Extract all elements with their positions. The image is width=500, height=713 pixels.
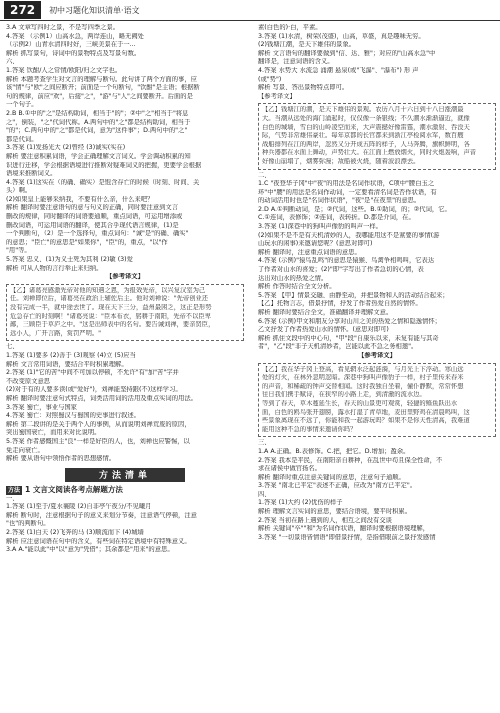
method-title-row — [6, 485, 244, 495]
section-heading: 六、 — [6, 58, 19, 66]
text-line: 解析 抓写景句，诗词中的景物特点及写景句数。 — [6, 49, 141, 57]
text-line: 解析 断句时，注意根据句子的意义来划分节奏，注意语气停顿，注意 — [6, 511, 197, 519]
text-line: 【乙】诸葛亮感激先帝对他的知遇之恩，为报效先帝，以兴复汉室为己 — [10, 286, 206, 294]
reference-translation-box — [258, 363, 496, 438]
text-line: （示例2）山青水清四时好，三峡美景在于一... — [6, 41, 136, 49]
text-line: 翻译是，注意词语的含义。 — [258, 58, 334, 66]
text-line: 解析 本题考查学生对文言的理解与断句。此句讲了两个方面的事，应 — [6, 75, 197, 83]
text-line: 没有完成一半，就中途去世了。现在天下三分，益州最困乏，这正是形势 — [10, 304, 212, 311]
text-line: 些景象离现在不远了，你能和我一起游玩吗？如果不是你天性清高，我难道 — [262, 417, 470, 425]
text-line: 4.答案 蜀亡：对照蜀汉与蜀国的史事进行叙述。 — [6, 412, 140, 420]
text-line: 2.答案 我本是平民，在南阳亲自耕种，在乱世中苟且保全性命，不 — [258, 456, 443, 464]
text-line: 3.答案 (1)水清，树荣(茂盛)，山高，草盛，真是趣味无穷。 — [258, 32, 425, 40]
text-line: 4.答案 （示例1）山高水急，两岸连山，略无阙处 — [6, 32, 144, 40]
book-title: 初中习题化知识清单·语文 — [49, 5, 140, 15]
text-line: 的声音，和稀疏的钟声交替相闻。这时我独自坐着，僮仆静默，常常怀想 — [262, 382, 464, 390]
text-line: 6.答案 (示例)甲文和朋友分享对山川之美的热爱之情和隐逸情怀； — [258, 317, 441, 325]
text-line: 【参考译文】 — [258, 92, 296, 100]
section-heading: 二、 — [258, 171, 271, 179]
section-heading: 三、 — [258, 439, 271, 447]
text-line: 白色的城墙，雪白的山岭凌空而来，大声震撼好像雷霆，潮水激射、吞没天 — [262, 123, 470, 131]
text-line: 4.答案 (示例)"猿鸟乱鸣"的意思是猿猴、鸟禽争相鸣叫，它表达 — [258, 257, 435, 265]
text-line: (2)如果皇上能够采纳我，不要有什么亲，什么来吧？ — [6, 195, 154, 203]
text-line: 环"中"腰"的用法是名词作动词，一定要看清名词是否作状语，有 — [258, 188, 437, 196]
text-line: 种兵器都在水面上舞动，声势壮大。在江面上燃放烟火，同时火炮轰响，声音 — [262, 149, 477, 157]
text-line: 3.A A."能以此"中"以"意为"凭借"；其余都是"用来"的意思。 — [6, 546, 174, 554]
text-line: 等到了春天，草木蔓延生长，春天的山景更可观赏，轻捷的鲦鱼跃出水 — [262, 399, 458, 407]
text-line: 解析 翻译时，注意重点词语的意思。 — [258, 248, 361, 256]
left-block-1 — [6, 24, 244, 58]
text-line: 能用这种不急的事情来邀请你吗？ — [262, 425, 357, 433]
text-line: (2)如果不是不是有天机清妙的人，我哪能用这不是紧要的事情(游 — [258, 231, 440, 239]
right-block-4 — [258, 499, 496, 542]
text-line: 1.答案 饮酣/人之常情/欧阳/归之文字也。 — [6, 66, 122, 74]
text-line: 际，气势非常雄伟豪壮。每年京都的长官都来到浙江亭检阅水军，数百艘 — [262, 132, 464, 140]
text-line: 3.A 文章写四时之景，不是写四季之景。 — [6, 24, 120, 31]
text-line: 往日我们携手赋诗，在狭窄的小路上走，到清澈的流水边。 — [262, 391, 426, 399]
text-line: "也"的判断句。 — [6, 520, 50, 528]
method-tag: 方法 — [8, 486, 21, 494]
text-line: 解析 应注意词语在句中的含义，有些词在特定语境中有特殊意义。 — [6, 537, 191, 545]
text-line: 突出蜀国衰亡，而用来对比说明。 — [6, 429, 101, 437]
text-line: 之"，倒装，"之"代词代称。A.两句中的"之"都是结构助词，相当于 — [6, 118, 191, 126]
text-line: 头）啊。 — [6, 187, 32, 195]
text-line: 删改的规律，同时翻译的词语要通顺，重点词语，可运用增添或 — [6, 213, 183, 221]
text-line: (或"势") — [258, 75, 282, 83]
text-line: 面，白色的鸥鸟张开翅膀，露水打湿了青草地，麦田里野鸡在清晨鸣叫，这 — [262, 408, 470, 416]
text-line: 山玩水的闲事)来邀请您呢？(意思对即可) — [258, 240, 373, 248]
text-line: 4.答案 水势大 水流急 涌潮 悬泉(或"飞瀑"、"瀑布") 形 声 — [258, 66, 419, 74]
text-line: 不改变原文意思 — [6, 377, 51, 385]
text-line: 一个判断句，（2）是一个选择句，重点词句："诚"是"的确、确实" — [6, 230, 189, 238]
left-block-2 — [6, 67, 244, 273]
right-block-1 — [258, 24, 496, 101]
text-line: 2.D A.①判断动词，是；②代词，这些。B.①助词，的；②代词，它。 — [258, 205, 451, 213]
text-line: 鄙，三顾臣于草庐之中。"这是出师表中的名句。要告诫刘禅，要亲贤臣， — [10, 321, 215, 329]
text-line: 危急存亡的时刻啊！"诸葛亮说："臣本布衣，躬耕于南阳，先帝不以臣卑 — [10, 312, 211, 320]
right-column — [258, 24, 496, 542]
text-line: 都是代词。 — [6, 135, 38, 143]
reference-heading: 【参考译文】 — [106, 273, 144, 281]
text-line: 达出对山水的热爱之情。 — [258, 274, 328, 282]
text-line: 解析 翻译时重点注意关键词的意思，注意句子通顺。 — [258, 473, 405, 481]
text-line: 解析 关键词"卒""和"为名词作状语，翻译时要根据语境理解， — [258, 525, 430, 533]
text-line: 远小人，广开言路，赏罚严明。" — [10, 329, 102, 337]
text-line: 的动词活用时也是"名词作状语"，"夜"是"在夜里"的意思。 — [258, 197, 421, 205]
text-line: 该"情"与"欧"之间应断开；前面是一个句断句，"饮酣"是主语；根据断 — [6, 84, 200, 92]
text-line: "的"；C.两句中的"之"都是代词，意为"这件事"；D.两句中的"之" — [6, 127, 188, 135]
text-line: 4.答案 (1)这实在（的确、确实）是饱含存亡的时候（时刻、时间、关 — [6, 178, 200, 186]
page-header — [0, 0, 500, 21]
text-line: 2.答案 (1)白天 (2)飞奔的马 (3)顺流而下 (4)城墙 — [6, 529, 144, 537]
text-line: 乙文抒发了作者热爱山水的情怀。(意思对即可) — [258, 326, 389, 334]
text-line: 解析 第二段讲的是关于两个人的事例，从而说明刘禅荒废的原因， — [6, 420, 191, 428]
text-line: 5.答案 作者感慨国主"良"一样是好臣的人，也，刘禅也应警惕，以 — [6, 437, 190, 445]
text-line: 素(白色的)·白，平素。 — [258, 24, 322, 31]
text-line: 好像山崩塌了，烟雾弥漫；敌船被火烧，随着波浪漂去。 — [262, 157, 420, 165]
reference-translation-box — [6, 284, 244, 342]
text-line: 解析 写景、答出景物特点即可。 — [258, 84, 349, 92]
text-line: (2)钱塘江潮，是天下雄伟的景象。 — [258, 41, 356, 49]
text-line: 2.答案 (1)"它的苦"中间不可加以停顿，不允许"有"加"苦"字并 — [6, 369, 179, 377]
method-banner: 方法清单 — [65, 468, 185, 482]
left-column — [6, 24, 244, 555]
text-line: 解析 理解文言实词的意思，要结合语境，要平时积累。 — [258, 508, 412, 516]
text-line: 1.C "夜登华子冈"中"夜"的用法是名词作状语，C项中"腰白玉之 — [258, 180, 435, 188]
method-title: 1 文言文阅读各考点解题方法 — [25, 484, 123, 494]
right-block-2 — [258, 180, 496, 352]
text-line: 解析 文言语句的翻译要做到"信、达、雅"；对应的"山高水急"中 — [258, 49, 436, 57]
section-heading: 七、 — [6, 343, 19, 351]
text-line: 解析 要从语句中领悟作者的思想感情。 — [6, 455, 116, 463]
text-line: 1.答案 (1)大约 (2)优伤的样子 — [258, 499, 343, 507]
section-heading: 四、 — [258, 490, 271, 498]
text-line: 删改词语，可运用词语的翻译，使其合乎现代语言规律，(1)是 — [6, 221, 179, 229]
page-number: 272 — [4, 1, 41, 19]
text-line: (2)对于有的人要多读(或"爱好")，刘禅能坚持跟(不)这样学习。 — [6, 386, 182, 394]
text-line: 的意思；"臣亡"的意思是"如果你"，"臣"的，重点，"以"作 — [6, 238, 168, 246]
text-line: 解析 翻译时要结合全文，准确翻译并理解文意。 — [258, 309, 393, 316]
text-line: 解析 文言常用词语，要结合平时积累理解。 — [6, 360, 128, 368]
text-line: 解析 作答时结合全文分析。 — [258, 283, 336, 291]
text-line: 句的规律，前应"欢"，后接"之"，"游"与"人"之间要断开。后面的是 — [6, 92, 193, 100]
text-line: 2.答案 当初在路上遇到的人，相互之间没有交谈 — [258, 516, 392, 524]
text-line: 解析 可从人物的言行举止来归纳。 — [6, 264, 103, 272]
text-line: 解析 抓住文段中的中心句，"甲"段"自康乐以来，未复有能与其奇 — [258, 334, 439, 342]
text-line: 解析 翻译时要注意语句的意与句义的正确，同时要注意到文言 — [6, 204, 179, 212]
text-line: 5.答案 忠义、(1)为义士死为其利 (2)敏 (3)爱 — [6, 256, 133, 264]
text-line: 战船排列在江的两岸，忽然又分开成五阵的样子，人马奔腾，旗帜鲜明，各 — [262, 140, 470, 148]
text-line: 语境来推断词义。 — [6, 170, 57, 178]
text-line: 3.答案 "南北已平定"表述不正确，应改为"南方已平定"。 — [258, 482, 417, 490]
text-line: 处的灯火，在林外忽明忽暗。深巷中狗叫声像豹子一样，村子里传来春米 — [262, 374, 464, 382]
text-line: 者"，"乙"段"非子天机清妙者，岂能以此不急之务相邀"。 — [258, 343, 418, 351]
text-line: 1.答案 (1)要多 (2)善于 (3)观察 (4)立 (5)应当 — [6, 351, 136, 359]
text-line: 解析 要注意积累词语，学会正确理解文言词义。学会调动积累的知 — [6, 152, 191, 160]
text-line: C.①连词，表修饰；②连词，表转折。D.都是介词，在。 — [258, 214, 415, 222]
reference-translation-box — [258, 103, 496, 169]
left-block-3 — [6, 352, 244, 464]
method-block — [6, 503, 244, 555]
text-line: "用"等。 — [6, 247, 31, 255]
text-line: 【乙】托物言志，借景抒情，抒发了作者热爱自然的情怀。 — [258, 300, 422, 308]
text-line: 免走向衰亡。 — [6, 446, 44, 454]
text-line: 5.答案 【甲】情景交融、由静至动，并把景物和人的活动结合起来； — [258, 291, 449, 299]
text-line: 3.答案 "一切景语皆情语"即借景抒情，是指借眼前之景抒发感情 — [258, 533, 436, 541]
text-line: 3.答案 (1)深巷中的狗叫声像豹的叫声一样。 — [258, 223, 382, 231]
text-line: 大。当潮从远处的海门涌起时，仅仅像一条银线；不久潮水渐渐逼近，就像 — [262, 114, 470, 122]
text-line: 了作者对山水的喜爱；(2)"即"字写出了作者急切的心情，表 — [258, 266, 424, 274]
right-block-3 — [258, 448, 496, 491]
text-line: 【乙】钱塘江的潮，是天下雄伟的景观。农历八月十六日到十八日涨潮最 — [262, 106, 464, 114]
text-line: 1.A A.正确。B.表修饰。C.把，把它。D.增加；盈余。 — [258, 447, 410, 455]
text-line: 1.答案 (1)至于/夏水襄陵 (2)自非亭午夜分/不见曦月 — [6, 503, 152, 511]
text-line: 3.答案 (1)发扬光大 (2)曾经 (3)诚实(实在) — [6, 144, 126, 152]
reference-heading: 【参考译文】 — [358, 351, 396, 359]
section-heading: 一、 — [6, 494, 19, 502]
text-line: 【乙】我在华子冈上登高，看见辋水泛起涟漪，与月光上下浮动。寒山远 — [262, 365, 464, 373]
text-line: 一个句子。 — [6, 101, 38, 109]
text-line: 解析 翻译时要注意句式特点，词类活用词的活用及重点实词的用法。 — [6, 394, 197, 402]
text-line: 求在诸侯中做官扬名。 — [258, 465, 321, 473]
text-line: 2.B B.①中的"之"是结构助词，相当于"的"；②中"之"相当于"将息 — [6, 109, 189, 117]
text-line: 任。刘禅即位后，诸葛亮在政治上辅佐后主。他对刘禅说："先帝创业还 — [10, 295, 209, 303]
text-line: 3.答案 蜀亡，事业与国家 — [6, 403, 77, 411]
text-line: 识进行迁移，学会根据语境进行推断对疑难词义的把握，更要学会根据 — [6, 161, 202, 169]
